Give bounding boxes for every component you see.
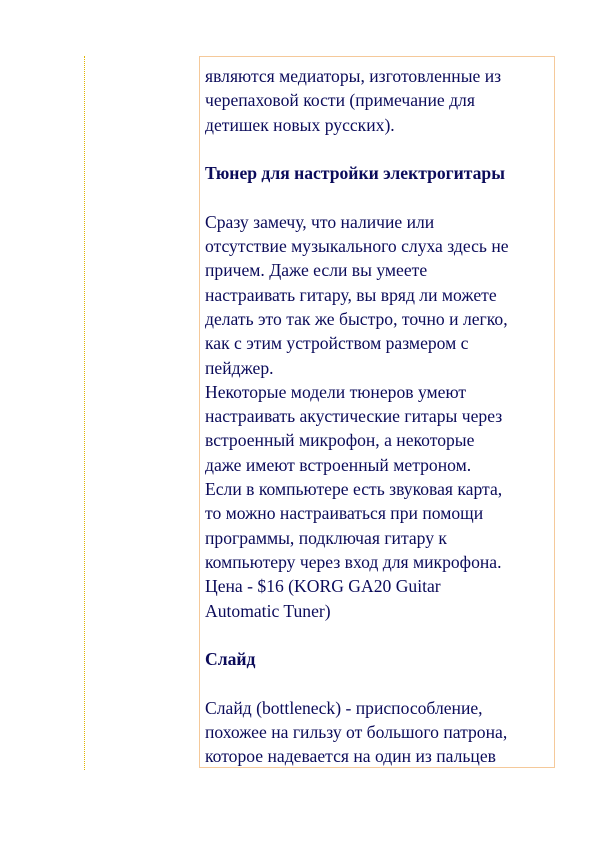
paragraph-spacer	[205, 623, 554, 647]
slide-paragraph: Слайд (bottleneck) - приспособление, похожее на гильзу от большого патрона, которое надевается на один из пальцев	[205, 697, 508, 767]
margin-rule	[84, 56, 85, 770]
section-heading-slide: Слайд	[205, 649, 256, 670]
paragraph-spacer	[205, 185, 554, 209]
intro-paragraph: являются медиаторы, изготовленные из черепаховой кости (примечание для детишек новых русских).	[205, 66, 502, 135]
text-frame	[199, 56, 555, 768]
section-heading-tuner: Тюнер для настройки электрогитары	[205, 163, 505, 184]
paragraph-spacer	[205, 671, 554, 695]
tuner-paragraph: Сразу замечу, что наличие или отсутствие музыкального слуха здесь не причем. Даже если вы умеете настраивать гитару, вы вряд ли можете делать это так же быстро, точно и легко, как с этим устройством размером с пейджер. Некоторые модели тюнеров умеют настраивать акустические гитары через встроенный микрофон, а некоторые даже имеют встроенный метроном. Если в компьютере есть звуковая карта, то можно настраиваться при помощи программы, подключая гитару к компьютеру через вход для микрофона. Цена - $16 (KORG GA20 Guitar Automatic Tuner)	[205, 211, 509, 621]
paragraph-spacer	[205, 137, 554, 161]
